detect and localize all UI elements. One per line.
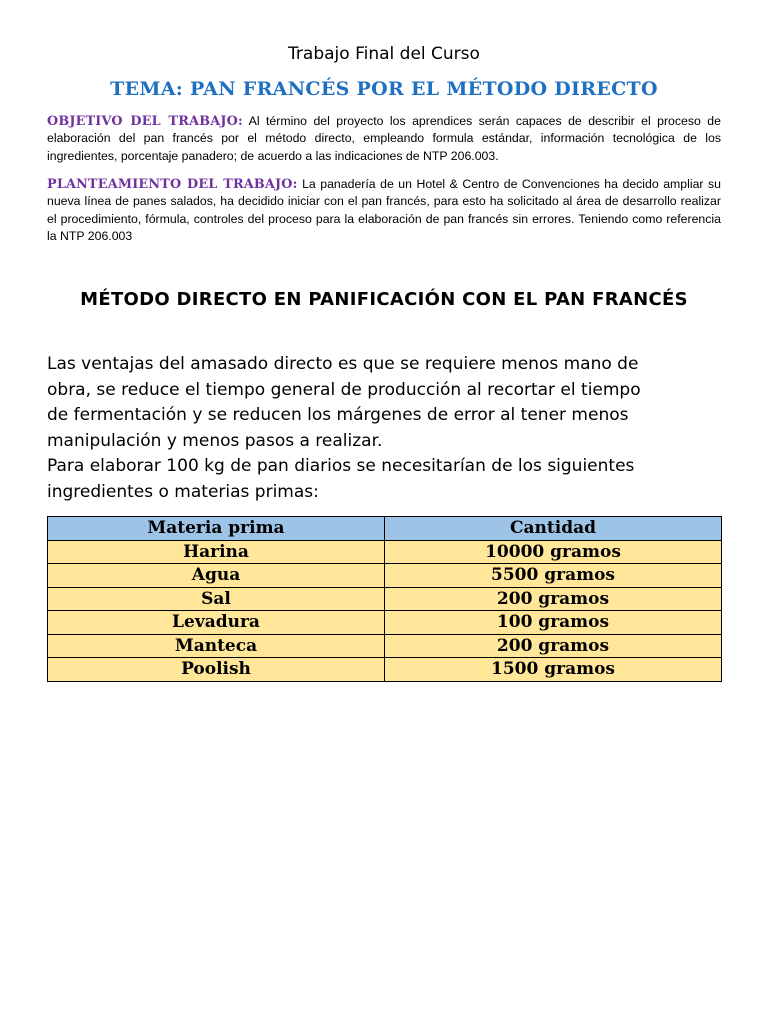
ingredient-name: Agua [48, 564, 385, 588]
ingredients-table [47, 516, 722, 682]
ingredient-quantity: 1500 gramos [385, 658, 722, 682]
intro-paragraph: Las ventajas del amasado directo es que se requiere menos mano de obra, se reduce el tiempo general de producción al recortar el tiempo de fermentación y se reducen los márgenes de error al tener menos manipulación y menos pasos a realizar. [47, 354, 641, 451]
table-row [48, 658, 722, 682]
ingredient-quantity: 200 gramos [385, 587, 722, 611]
ingredients-intro-paragraph: Para elaborar 100 kg de pan diarios se necesitarían de los siguientes ingredientes o materias primas: [47, 456, 635, 502]
table-row [48, 540, 722, 564]
ingredient-name: Manteca [48, 634, 385, 658]
objective-label: OBJETIVO DEL TRABAJO: [47, 114, 243, 129]
ingredient-quantity: 10000 gramos [385, 540, 722, 564]
statement-label: PLANTEAMIENTO DEL TRABAJO: [47, 177, 298, 192]
ingredient-quantity: 5500 gramos [385, 564, 722, 588]
ingredient-quantity: 100 gramos [385, 611, 722, 635]
column-header-materia: Materia prima [48, 517, 385, 541]
ingredient-quantity: 200 gramos [385, 634, 722, 658]
statement-text: La panadería de un Hotel & Centro de Convenciones ha decido ampliar su nueva línea de panes salados, ha decidido iniciar con el pan francés, para esto ha solicitado al área de desarrollo realizar el procedimiento, fórmula, controles del proceso para la elaboración de pan francés sin errores. Teniendo como referencia la NTP 206.003 [47, 177, 721, 243]
ingredient-name: Harina [48, 540, 385, 564]
table-row [48, 611, 722, 635]
section-heading: MÉTODO DIRECTO EN PANIFICACIÓN CON EL PAN FRANCÉS [80, 289, 688, 310]
document-title: Trabajo Final del Curso [288, 44, 480, 64]
ingredient-name: Poolish [48, 658, 385, 682]
objective-text: Al término del proyecto los aprendices serán capaces de describir el proceso de elaboración del pan francés por el método directo, empleando formula estándar, información tecnológica de los ingredientes, porcentaje panadero; de acuerdo a las indicaciones de NTP 206.003. [47, 114, 721, 163]
statement-paragraph [47, 176, 721, 245]
topic-title: TEMA: PAN FRANCÉS POR EL MÉTODO DIRECTO [110, 78, 658, 100]
table-row [48, 564, 722, 588]
column-header-cantidad: Cantidad [385, 517, 722, 541]
ingredient-name: Levadura [48, 611, 385, 635]
ingredient-name: Sal [48, 587, 385, 611]
table-row [48, 587, 722, 611]
objective-paragraph [47, 113, 721, 165]
table-row [48, 634, 722, 658]
table-header-row [48, 517, 722, 541]
